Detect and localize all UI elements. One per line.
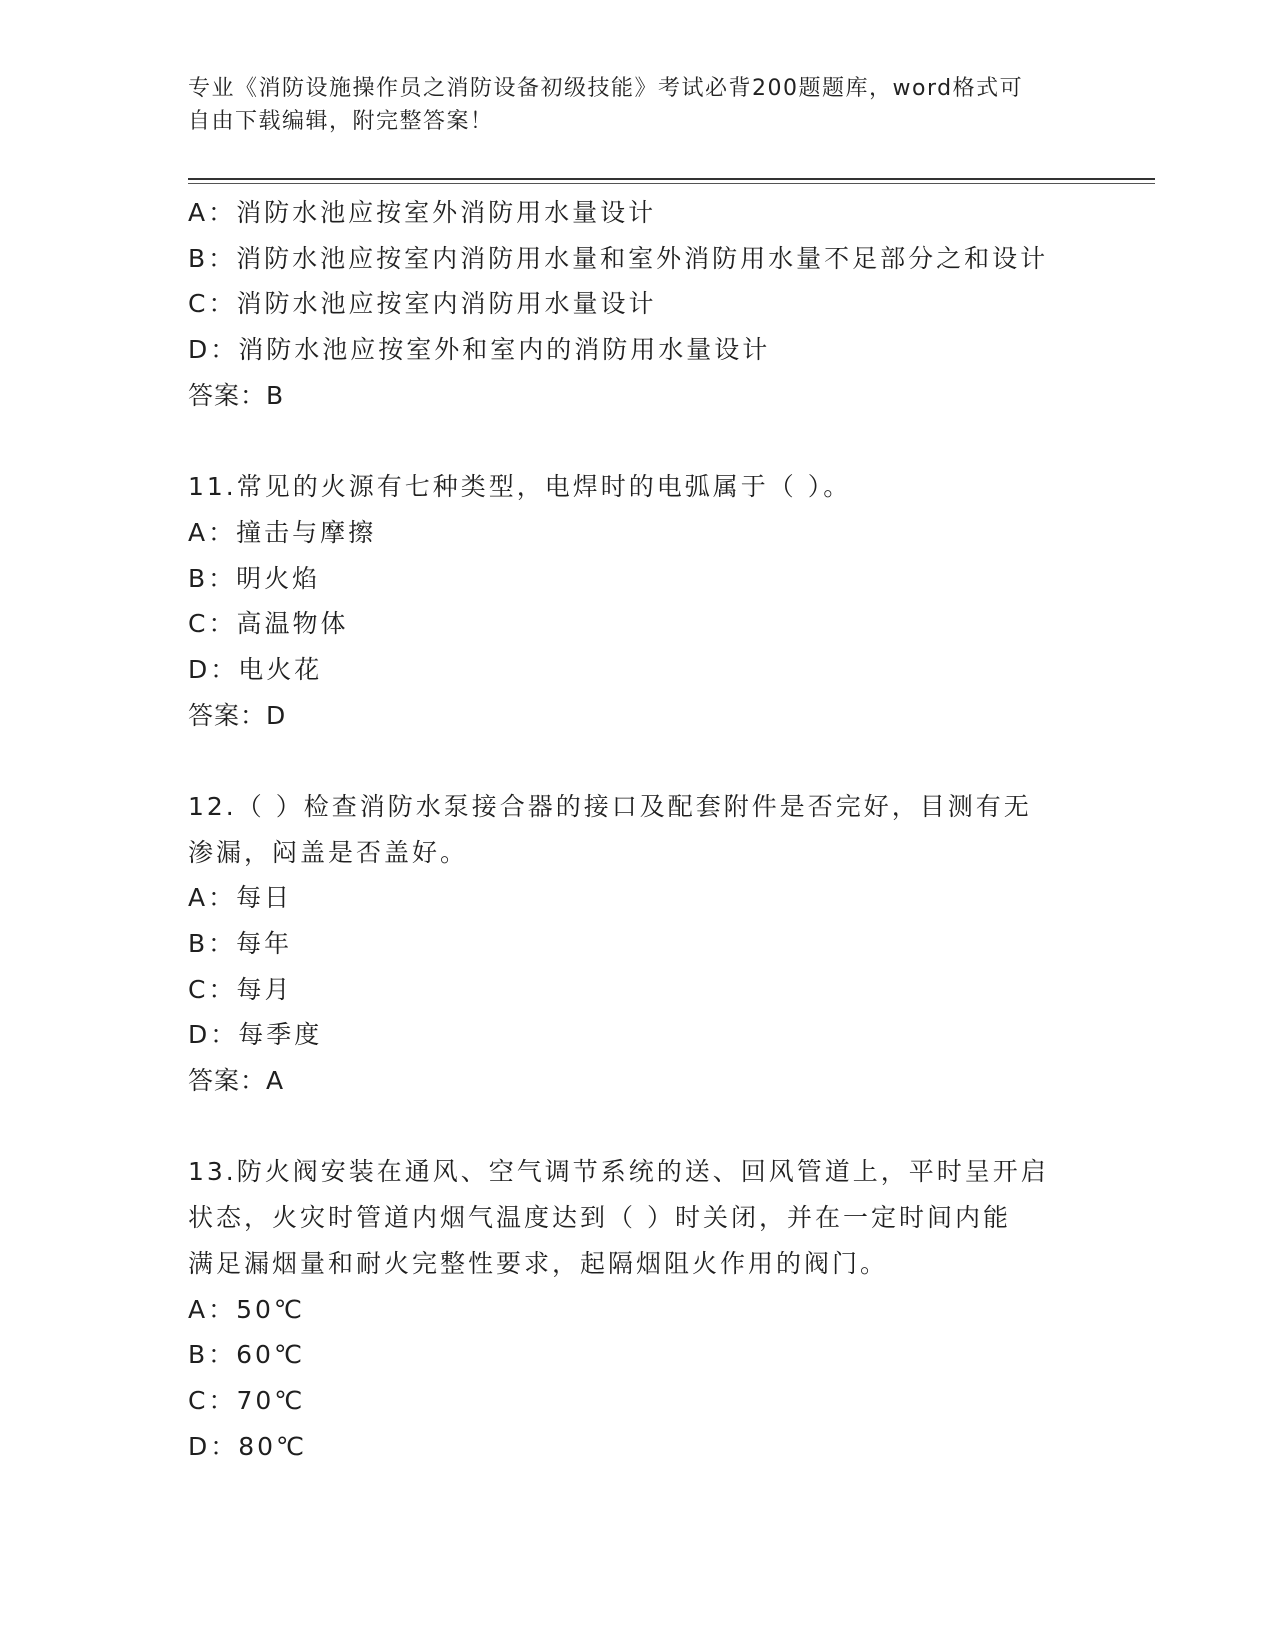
option-b: B：明火焰 [188,563,321,593]
header-divider [188,178,1155,180]
option-c: C：消防水池应按室内消防用水量设计 [188,289,657,319]
question-stem-line-2: 状态，火灾时管道内烟气温度达到（ ）时关闭，并在一定时间内能 [188,1203,1011,1233]
spacer [188,738,1088,784]
option-c: C：70℃ [188,1385,306,1415]
answer-line: 答案：B [188,380,285,410]
question-stem-line-1: 13.防火阀安装在通风、空气调节系统的送、回风管道上，平时呈开启 [188,1157,1049,1187]
option-b: B：60℃ [188,1340,306,1370]
question-stem-line-3: 满足漏烟量和耐火完整性要求，起隔烟阻火作用的阀门。 [188,1248,889,1278]
answer-line: 答案：A [188,1066,285,1096]
option-c: C：高温物体 [188,609,349,639]
option-d: D：电火花 [188,654,323,684]
answer-line: 答案：D [188,700,287,730]
document-header [188,72,1088,138]
header-title-line-2: 自由下载编辑，附完整答案！ [188,109,494,134]
option-b: B：消防水池应按室内消防用水量和室外消防用水量不足部分之和设计 [188,243,1049,273]
question-list [188,190,1088,1469]
question-10 [188,190,1088,418]
option-d: D：每季度 [188,1020,323,1050]
option-c: C：每月 [188,974,293,1004]
question-12 [188,784,1088,1104]
question-stem-line-2: 渗漏，闷盖是否盖好。 [188,837,469,867]
question-11 [188,464,1088,738]
option-a: A：消防水池应按室外消防用水量设计 [188,198,657,227]
spacer [188,1104,1088,1150]
question-13 [188,1149,1088,1469]
question-stem: 11.常见的火源有七种类型，电焊时的电弧属于（ ）。 [188,472,852,502]
option-b: B：每年 [188,929,293,958]
option-d: D：消防水池应按室外和室内的消防用水量设计 [188,335,771,365]
option-a: A：50℃ [188,1294,305,1324]
header-title-line-1: 专业《消防设施操作员之消防设备初级技能》考试必背200题题库，word格式可 [188,76,1024,101]
spacer [188,418,1088,464]
option-a: A：每日 [188,883,293,913]
option-a: A：撞击与摩擦 [188,517,377,547]
option-d: D：80℃ [188,1431,308,1461]
header-divider-thin [188,183,1155,184]
question-stem-line-1: 12.（ ）检查消防水泵接合器的接口及配套附件是否完好，目测有无 [188,791,1032,821]
